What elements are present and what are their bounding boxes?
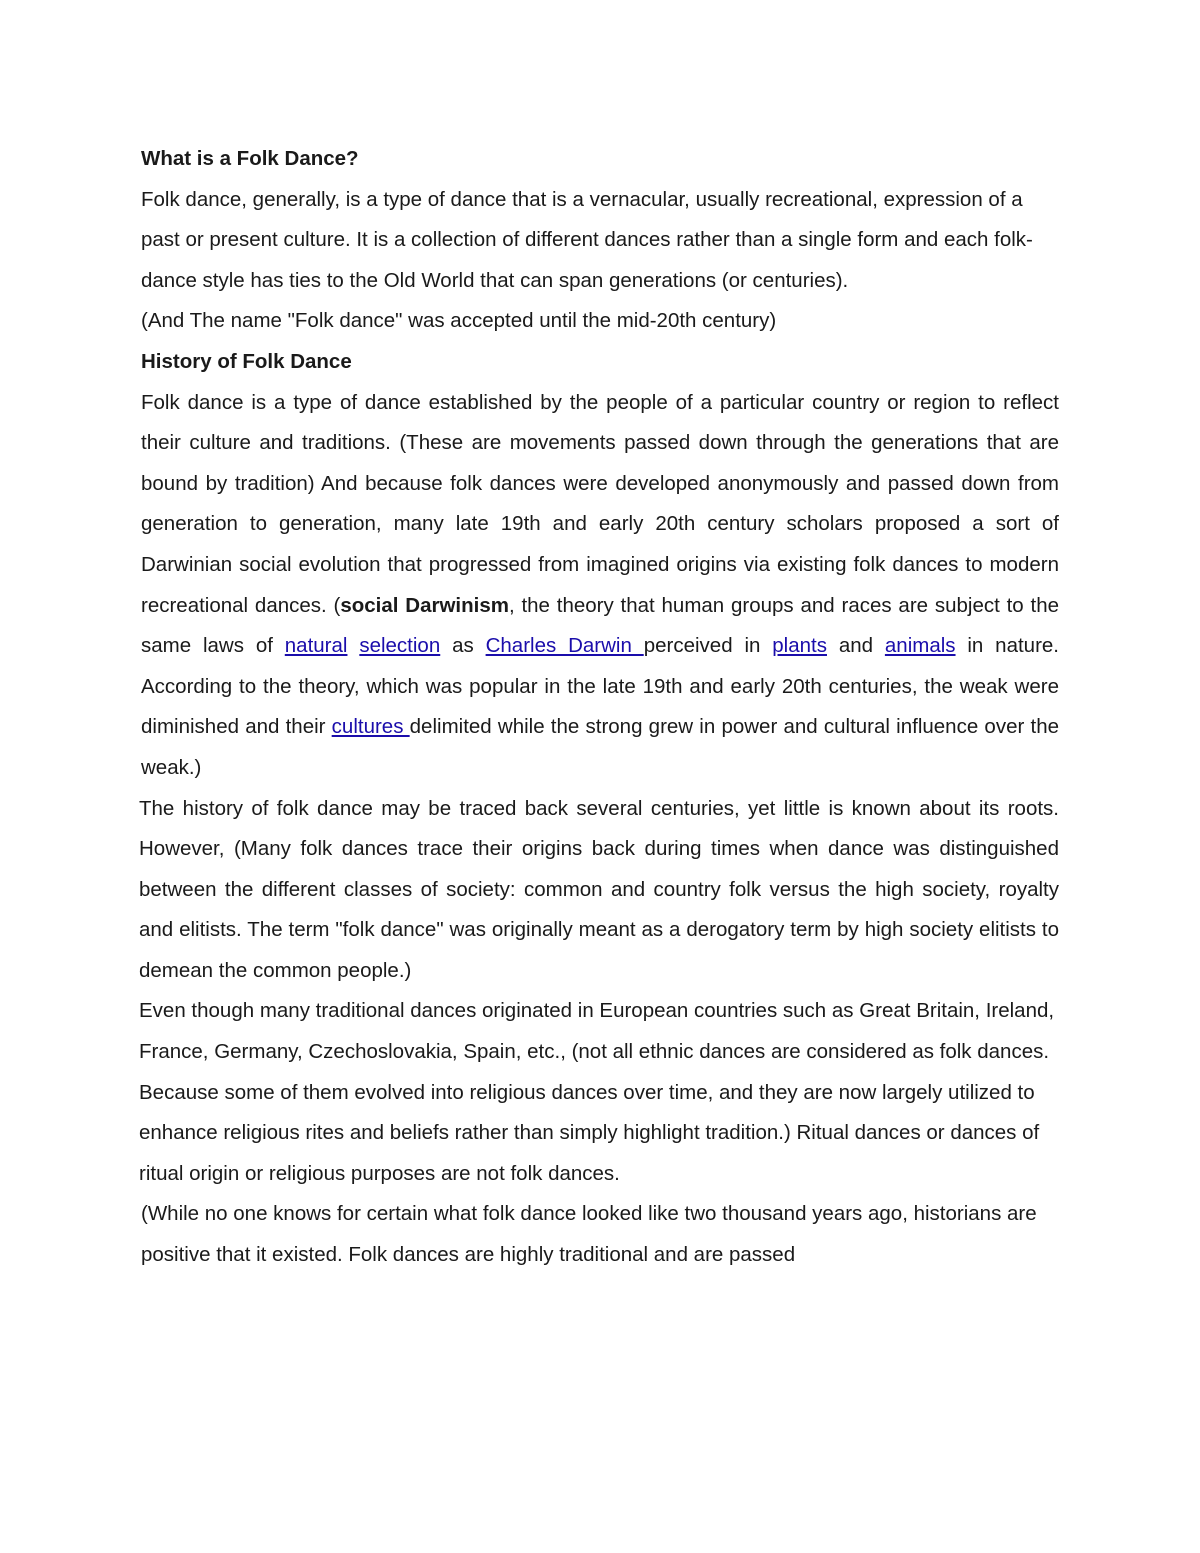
paragraph-two-thousand-years: (While no one knows for certain what folk dance looked like two thousand years ago, historians are positive that it existed. Folk dances are highly traditional and are passed — [141, 1202, 1037, 1267]
text-span: and — [826, 634, 885, 658]
heading-history-of-folk-dance: History of Folk Dance — [141, 349, 352, 373]
link-cultures[interactable]: cultures — [331, 715, 410, 739]
text-span: delimited while the strong grew in power and cultural influence over the weak.) — [141, 715, 1059, 779]
link-selection[interactable]: selection — [359, 634, 441, 658]
document-page — [141, 139, 1059, 1276]
link-charles-darwin[interactable]: Charles Darwin — [485, 634, 644, 658]
paragraph-european-origins: Even though many traditional dances originated in European countries such as Great Britain, Ireland, France, Germany, Czechoslovakia, Spain, etc., (not all ethnic dances are considered as folk dances. Because some of them evolved into religious dances over time, and they are now largely utilized to enhance religious rites and beliefs rather than simply highlight tradition.) Ritual dances or dances of ritual origin or religious purposes are not folk dances. — [139, 999, 1055, 1185]
paragraph-history-roots: The history of folk dance may be traced back several centuries, yet little is known about its roots. However, (Many folk dances trace their origins back during times when dance was distinguished between the different classes of society: common and country folk versus the high society, royalty and elitists. The term "folk dance" was originally meant as a derogatory term by high society elitists to demean the common people.) — [139, 796, 1059, 982]
text-span: in nature. According to the theory, which was popular in the late 19th and early 20th centuries, the weak were diminished and their — [141, 634, 1060, 739]
paragraph-definition: Folk dance, generally, is a type of dance that is a vernacular, usually recreational, expression of a past or present culture. It is a collection of different dances rather than a single form and each folk-dance style has ties to the Old World that can span generations (or centuries). — [141, 187, 1033, 292]
paragraph-history — [141, 383, 1059, 789]
text-span: Folk dance is a type of dance established by the people of a particular country or region to reflect their culture and traditions. (These are movements passed down through the generations that are bound by tradition) And because folk dances were developed anonymously and passed down from generation to generation, many late 19th and early 20th century scholars proposed a sort of Darwinian social evolution that progressed from imagined origins via existing folk dances to modern recreational dances. ( — [141, 390, 1059, 617]
link-plants[interactable]: plants — [772, 634, 827, 658]
link-natural[interactable]: natural — [284, 634, 348, 658]
text-span — [347, 634, 359, 657]
text-span: , the theory that human groups and races are subject to the same laws of — [141, 593, 1060, 658]
heading-what-is-folk-dance: What is a Folk Dance? — [141, 147, 359, 170]
text-span: as — [440, 634, 486, 658]
bold-term-social-darwinism: social Darwinism — [340, 593, 509, 617]
link-animals[interactable]: animals — [884, 634, 956, 658]
paragraph-name-note: (And The name "Folk dance" was accepted until the mid-20th century) — [141, 309, 777, 333]
text-span: perceived in — [643, 634, 773, 658]
